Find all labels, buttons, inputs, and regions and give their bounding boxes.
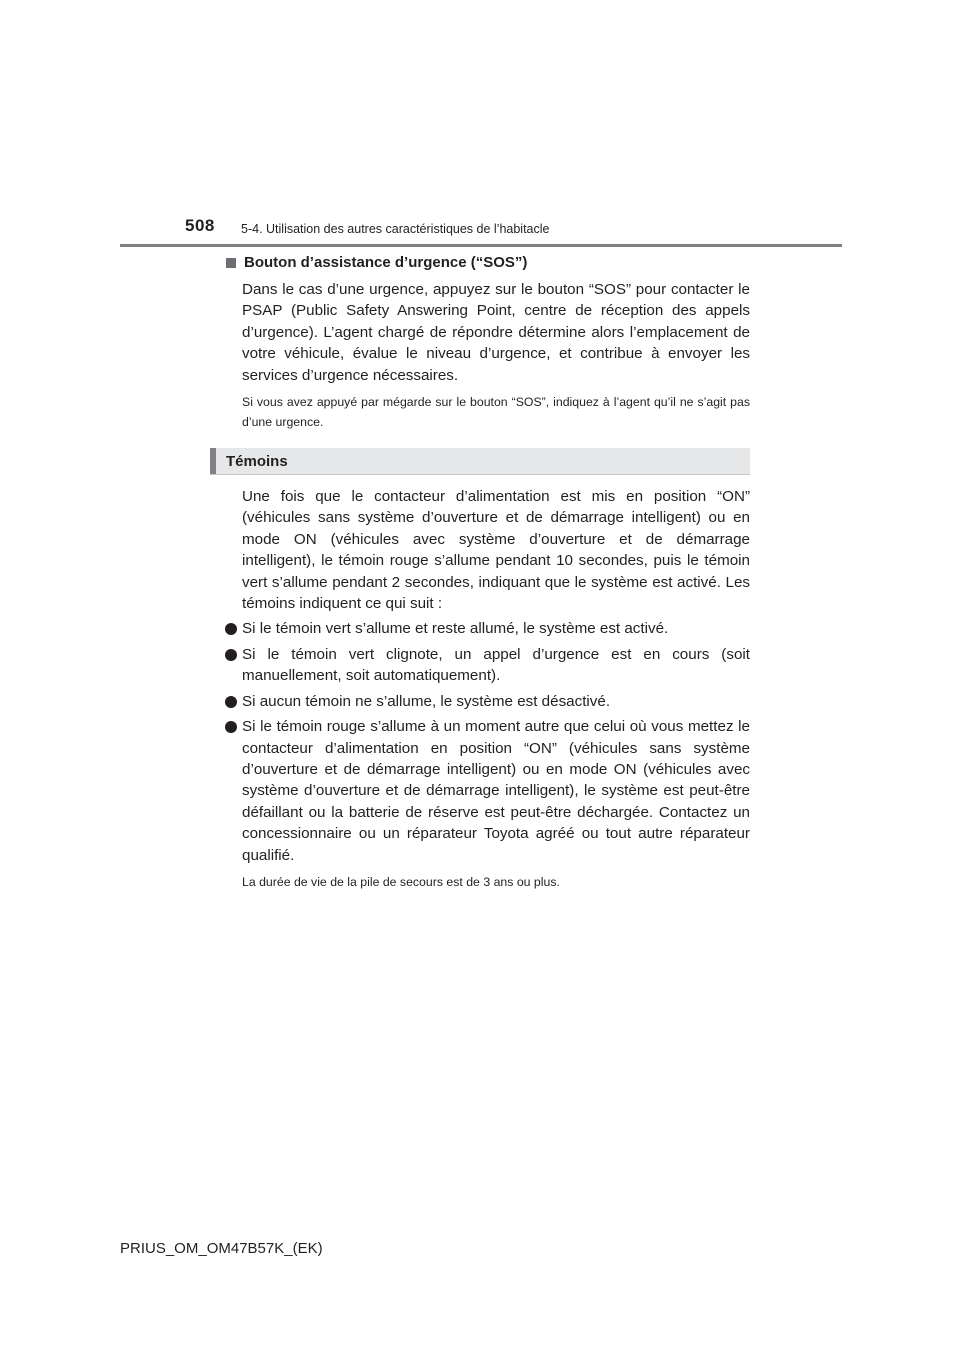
list-item-text: Si le témoin vert clignote, un appel d’urgence est en cours (soit manuellement, soit automatiquement).: [242, 645, 750, 685]
temoins-intro: Une fois que le contacteur d’alimentation est mis en position “ON” (véhicules sans système d’ouverture et de démarrage intelligent) ou en mode ON (véhicules avec système d’ouverture et de démarrage intelligent), le témoin rouge s’allume pendant 10 secondes, puis le témoin vert s’allume pendant 2 secondes, indiquant que le système est activé. Les témoins indiquent ce qui suit :: [242, 488, 750, 613]
filled-circle-bullet-icon: [225, 649, 237, 661]
square-bullet-icon: [226, 258, 236, 268]
sos-heading: [210, 254, 750, 271]
section-title: 5-4. Utilisation des autres caractéristiques de l’habitacle: [241, 222, 550, 236]
sos-note: Si vous avez appuyé par mégarde sur le bouton “SOS”, indiquez à l’agent qu’il ne s’agit pas d’une urgence.: [242, 395, 750, 430]
sos-heading-text: Bouton d’assistance d’urgence (“SOS”): [244, 254, 528, 271]
list-item: [210, 644, 750, 687]
list-item: [210, 618, 750, 639]
temoins-title: Témoins: [226, 452, 288, 470]
list-item-text: Si aucun témoin ne s’allume, le système est désactivé.: [242, 692, 611, 710]
list-item-text: Si le témoin rouge s’allume à un moment autre que celui où vous mettez le contacteur d’alimentation en position “ON” (véhicules sans système d’ouverture et de démarrage intelligent) ou en mode ON (véhicules avec système d’ouverture et de démarrage intelligent), le système est peut-être défaillant ou la batterie de réserve est peut-être déchargée. Contactez un concessionnaire ou un réparateur Toyota agréé ou tout autre réparateur qualifié.: [242, 718, 750, 864]
list-item: [210, 691, 750, 712]
sos-paragraph: Dans le cas d’une urgence, appuyez sur le bouton “SOS” pour contacter le PSAP (Public Safety Answering Point, centre de réception des appels d’urgence). L’agent chargé de répondre détermine alors l’emplacement de votre véhicule, évalue le niveau d’urgence, et contribue à envoyer les services d’urgence nécessaires.: [242, 281, 750, 384]
temoins-note: La durée de vie de la pile de secours est de 3 ans ou plus.: [242, 874, 560, 889]
list-item: [210, 716, 750, 866]
page-content: [210, 254, 750, 892]
header-divider: [120, 244, 842, 247]
filled-circle-bullet-icon: [225, 696, 237, 708]
temoins-section-header: [210, 448, 750, 475]
filled-circle-bullet-icon: [225, 721, 237, 733]
section-header-accent: [210, 448, 216, 474]
footer-document-code: PRIUS_OM_OM47B57K_(EK): [120, 1240, 323, 1257]
filled-circle-bullet-icon: [225, 623, 237, 635]
temoins-bullet-list: [210, 618, 750, 865]
list-item-text: Si le témoin vert s’allume et reste allumé, le système est activé.: [242, 620, 669, 638]
page-number: 508: [185, 216, 215, 235]
